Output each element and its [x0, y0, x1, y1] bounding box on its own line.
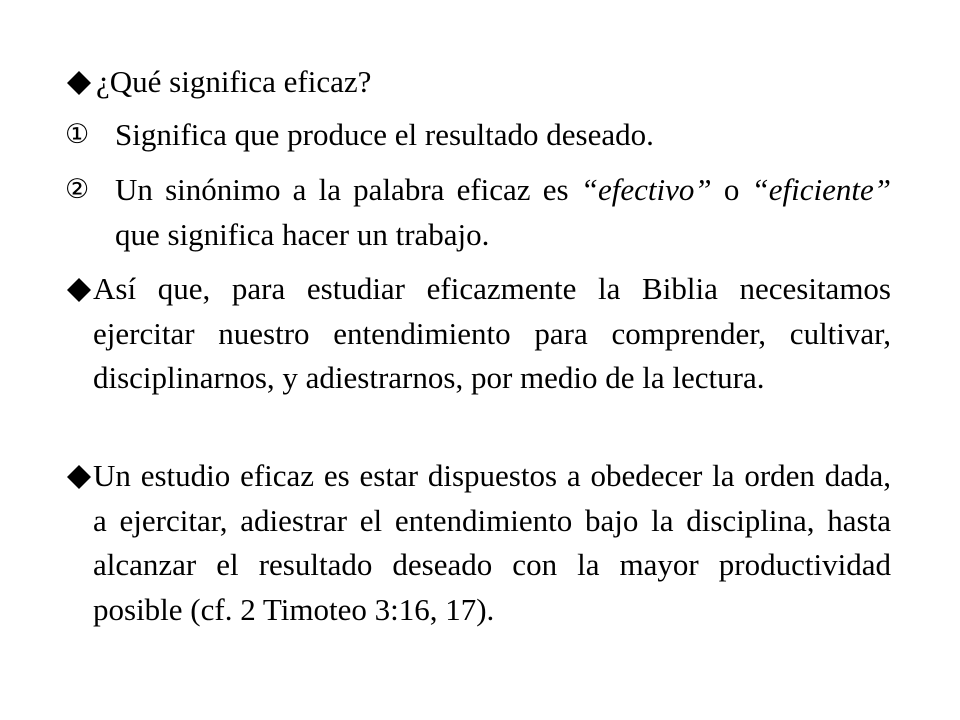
circled-number-1: ① [65, 119, 90, 150]
list-item-question [65, 60, 891, 105]
circled-number-2: ② [65, 174, 90, 205]
list-item-paragraph-1 [65, 267, 891, 401]
diamond-bullet-icon [65, 60, 91, 104]
list-item-numbered-2 [65, 168, 891, 257]
list-item-paragraph-2 [65, 454, 891, 632]
list-item-text-before: Un sinónimo a la palabra eficaz es [115, 172, 581, 207]
list-item-text: Un estudio eficaz es estar dispuestos a obedecer la orden dada, a ejercitar, adiestrar el entendimiento bajo la disciplina, hasta alcanzar el resultado deseado con la mayor productividad posible (cf. 2 Timoteo 3:16, 17). [93, 458, 891, 627]
list-item-text: Así que, para estudiar eficazmente la Biblia necesitamos ejercitar nuestro entendimiento para comprender, cultivar, disciplinarnos, y adiestrarnos, por medio de la lectura. [93, 271, 891, 395]
list-item-text: ¿Qué significa eficaz? [96, 64, 372, 99]
diamond-bullet-icon [65, 454, 91, 498]
list-item-numbered-1 [65, 113, 891, 158]
quote-efectivo: “efectivo” [580, 172, 712, 207]
list-item-text-after: que significa hacer un trabajo. [115, 216, 490, 252]
list-item-text: Significa que produce el resultado deseado. [115, 117, 654, 152]
quote-eficiente: “eficiente” [751, 172, 892, 207]
list-item-text-middle: o [711, 172, 752, 207]
diamond-bullet-icon [65, 267, 91, 311]
